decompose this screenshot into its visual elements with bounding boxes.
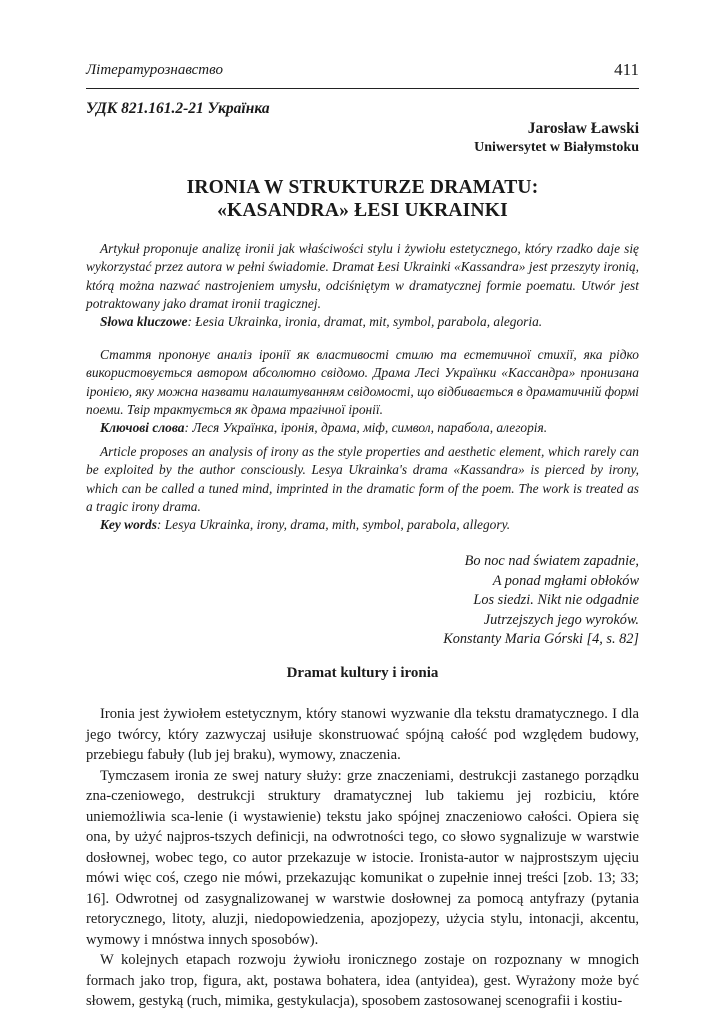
page-number: 411	[614, 60, 639, 79]
keywords-label: Key words	[100, 517, 157, 533]
author-block	[474, 119, 639, 157]
author-affiliation: Uniwersytet w Białymstoku	[474, 140, 639, 155]
epigraph-line: A ponad mgłami obłoków	[492, 572, 639, 589]
article-title	[86, 176, 639, 222]
keywords-label: Ключові слова	[100, 420, 185, 436]
keywords	[86, 419, 639, 437]
epigraph-line: Jutrzejszych jego wyroków.	[483, 611, 639, 628]
abstract-text: Article proposes an analysis of irony as the style properties and aesthetic element, which rarely can be exploited by the author consciously. Lesya Ukrainka's drama «Kassandra» is pierced by irony, which can be called a tuned mind, imprinted in the dramatic form of the poem. The work is treated as a tragic irony drama.	[86, 444, 639, 514]
epigraph-attribution: Konstanty Maria Górski [4, s. 82]	[443, 631, 639, 648]
keywords-list: : Łesia Ukrainka, ironia, dramat, mit, symbol, parabola, alegoria.	[187, 314, 543, 330]
epigraph-line: Bo noc nad światem zapadnie,	[464, 553, 639, 569]
abstract-english	[86, 443, 639, 534]
paragraph-3: W kolejnych etapach rozwoju żywiołu ironicznego zostaje on rozpoznany w mnogich formach jako trop, figura, akt, postawa bohatera, idea (antyidea), gest. Wyrażony może być słowem, gestyką (ruch, mimika, gestykulacja), sposobem zastosowanej scenografii i kostiu-	[86, 952, 639, 1009]
author-name: Jarosław Ławski	[527, 120, 639, 137]
udk-classification: УДК 821.161.2-21 Українка	[86, 100, 270, 117]
title-line-1: IRONIA W STRUKTURZE DRAMATU:	[186, 177, 539, 198]
abstract-polish	[86, 240, 639, 331]
epigraph	[443, 552, 639, 650]
keywords-list: : Lesya Ukrainka, irony, drama, mith, symbol, parabola, allegory.	[156, 517, 511, 533]
keywords	[86, 313, 639, 331]
paragraph-1: Ironia jest żywiołem estetycznym, który stanowi wyzwanie dla tekstu dramatycznego. I dla jego twórcy, który zazwyczaj usiłuje skonstruować spójną całość pod względem budowy, przebiegu fabuły (lub jej braku), wymowy, znaczenia.	[86, 706, 639, 763]
journal-section-title: Літературознавство	[86, 62, 223, 78]
keywords-label: Słowa kluczowe	[100, 314, 188, 330]
body-text	[86, 704, 639, 1012]
abstract-text: Artykuł proponuje analizę ironii jak właściwości stylu i żywiołu estetycznego, który rzadko daje się wykorzystać przez autora w pełni świadomie. Dramat Łesi Ukrainki «Kassandra» jest przeszyty ironią, którą można nazwać nastrojeniem umysłu, odciśniętym w dramatycznej formie poematu. Utwór jest potraktowany jako dramat ironii tragicznej.	[86, 241, 639, 311]
title-line-2: «KASANDRA» ŁESI UKRAINKI	[217, 200, 508, 221]
section-heading: Dramat kultury i ironia	[286, 665, 439, 681]
running-header	[86, 60, 639, 89]
keywords-list: : Леся Українка, іронія, драма, міф, символ, парабола, алегорія.	[184, 420, 548, 436]
paragraph-2: Tymczasem ironia ze swej natury służy: grze znaczeniami, destrukcji zastanego porządku zna-czeniowego, destrukcji struktury dramatycznej lub takiemu jej rozbiciu, które uniemożliwia sca-lenie (i wystawienie) tekstu jako spójnej znaczeniowo całości. Opiera się ona, by użyć najpros-tszych definicji, na odwrotności tego, co słowo sygnalizuje w warstwie dosłownej, wobec tego, co autor przekazuje w istocie. Ironista-autor w najprostszym ujęciu mówi więc coś, czego nie mówi, przekazując komunikat o zupełnie innej treści [zob. 13; 33; 16]. Odwrotnej od zasygnalizowanej w warstwie dosłownej za pomocą antyfrazy (pytania retorycznego, litoty, aluzji, niedopowiedzenia, apozjopezy, użycia stylu, intonacji, akcentu, wymowy i mnóstwa innych sposobów).	[86, 767, 640, 948]
epigraph-line: Los siedzi. Nikt nie odgadnie	[473, 592, 639, 609]
abstract-text: Стаття пропонує аналіз іронії як властивості стилю та естетичної стихії, яка рідко використовується автором абсолютно свідомо. Драма Лесі Українки «Кассандра» пронизана іронією, яку можна назвати налаштуванням свідомості, що відбивається в драматичній формі поеми. Твір трактується як драма трагічної іронії.	[86, 347, 639, 417]
keywords	[86, 516, 639, 534]
abstract-ukrainian	[86, 346, 639, 437]
